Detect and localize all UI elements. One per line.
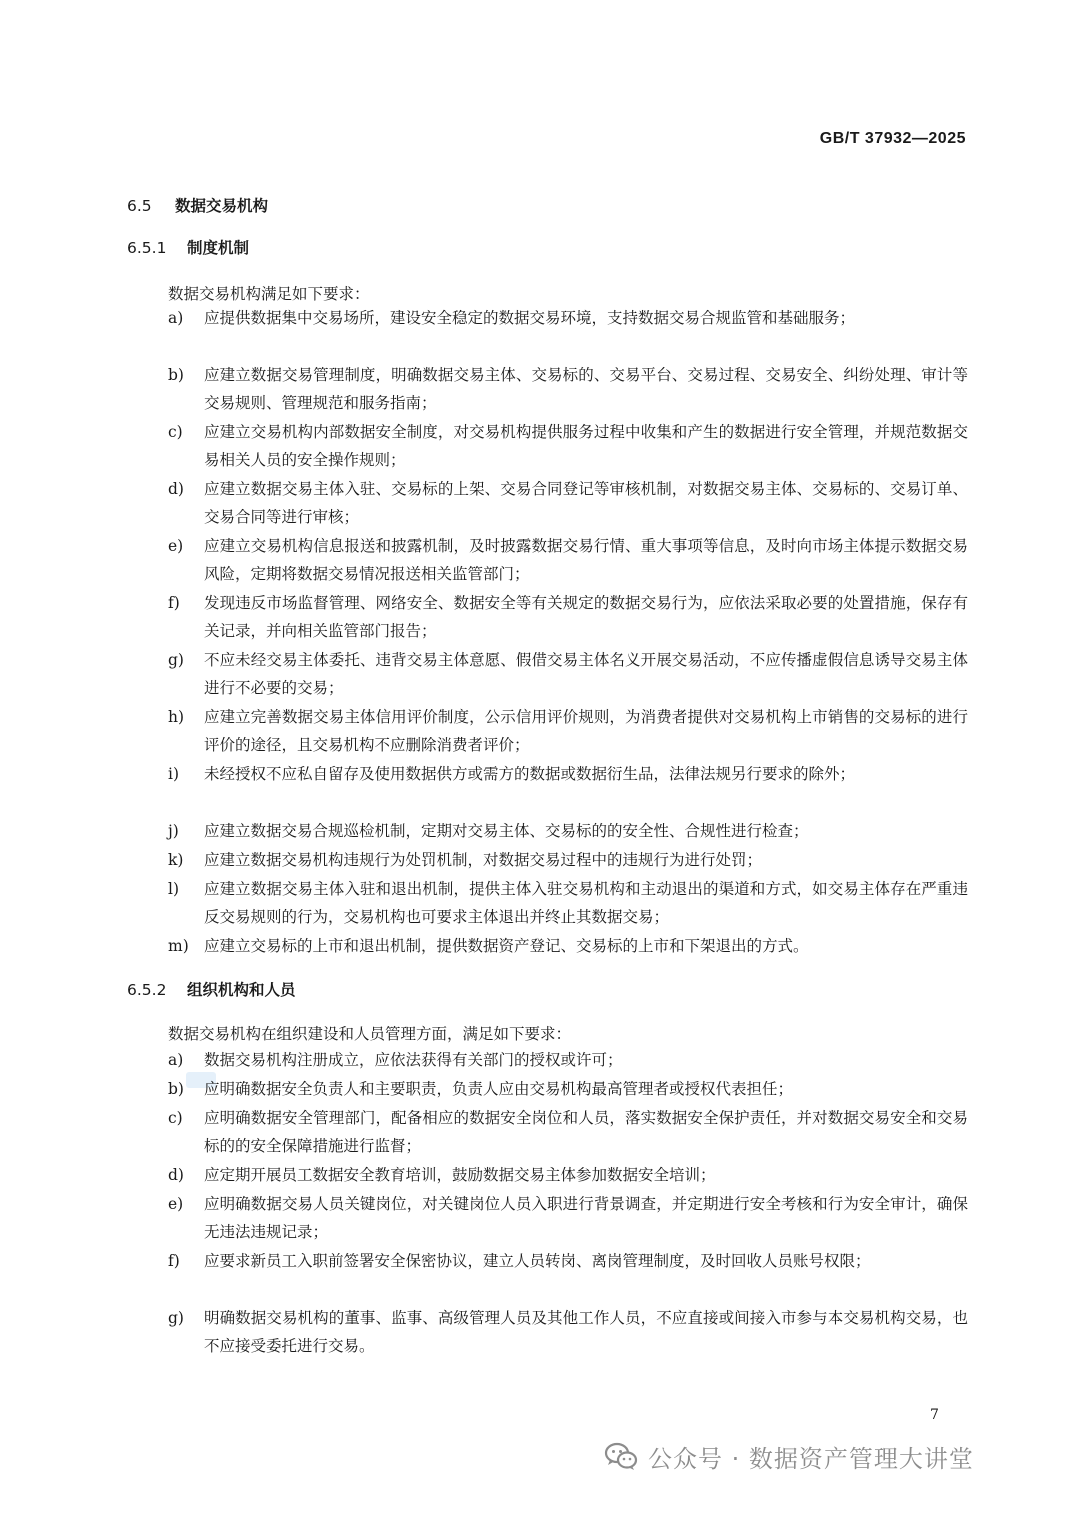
list-marker: d)	[168, 480, 184, 498]
list-marker: c)	[168, 1109, 183, 1127]
list-marker: k)	[168, 851, 184, 869]
list-marker: d)	[168, 1166, 184, 1184]
list-item	[168, 1075, 968, 1103]
list-item	[168, 1190, 968, 1246]
lead-paragraph: 数据交易机构在组织建设和人员管理方面，满足如下要求：	[168, 1025, 572, 1043]
list-item	[168, 932, 968, 960]
list-text: 应建立数据交易主体入驻和退出机制，提供主体入驻交易机构和主动退出的渠道和方式，如交易主体存在严重违反交易规则的行为，交易机构也可要求主体退出并终止其数据交易；	[204, 880, 968, 926]
standard-code: GB/T 37932—2025	[819, 130, 966, 147]
list-text: 应提供数据集中交易场所，建设安全稳定的数据交易环境，支持数据交易合规监管和基础服务；	[204, 309, 856, 327]
list-text: 应要求新员工入职前签署安全保密协议，建立人员转岗、离岗管理制度，及时回收人员账号权限；	[204, 1252, 871, 1270]
list-marker: f)	[168, 1252, 180, 1270]
list-text: 应建立数据交易主体入驻、交易标的上架、交易合同登记等审核机制，对数据交易主体、交易标的、交易订单、交易合同等进行审核；	[204, 480, 968, 526]
list-text: 应定期开展员工数据安全教育培训，鼓励数据交易主体参加数据安全培训；	[204, 1166, 716, 1184]
list-text: 不应未经交易主体委托、违背交易主体意愿、假借交易主体名义开展交易活动，不应传播虚假信息诱导交易主体进行不必要的交易；	[204, 651, 968, 697]
list-text: 应建立数据交易机构违规行为处罚机制，对数据交易过程中的违规行为进行处罚；	[204, 851, 763, 869]
list-item	[168, 846, 968, 874]
list-marker: a)	[168, 1051, 184, 1069]
list-text: 应建立交易标的上市和退出机制，提供数据资产登记、交易标的上市和下架退出的方式。	[204, 937, 809, 955]
heading-number: 6.5.2	[127, 981, 167, 999]
list-item	[168, 760, 968, 788]
list-text: 应建立完善数据交易主体信用评价制度，公示信用评价规则，为消费者提供对交易机构上市销售的交易标的进行评价的途径，且交易机构不应删除消费者评价；	[204, 708, 968, 754]
list-marker: m)	[168, 937, 189, 955]
list-marker: e)	[168, 537, 184, 555]
list-marker: c)	[168, 423, 183, 441]
list-text: 应明确数据安全管理部门，配备相应的数据安全岗位和人员，落实数据安全保护责任，并对数据交易安全和交易标的的安全保障措施进行监督；	[204, 1109, 968, 1155]
list-marker: i)	[168, 765, 180, 783]
heading-number: 6.5	[127, 197, 152, 215]
list-item	[168, 875, 968, 931]
watermark-text: 公众号 · 数据资产管理大讲堂	[648, 1444, 974, 1473]
list-item	[168, 532, 968, 588]
list-marker: l)	[168, 880, 180, 898]
list-item	[168, 646, 968, 702]
heading-6-5	[127, 194, 268, 216]
list-item	[168, 1247, 968, 1275]
list-item	[168, 418, 968, 474]
list-text: 应明确数据安全负责人和主要职责，负责人应由交易机构最高管理者或授权代表担任；	[204, 1080, 794, 1098]
list-marker: g)	[168, 651, 184, 669]
list-text: 应建立数据交易合规巡检机制，定期对交易主体、交易标的的安全性、合规性进行检查；	[204, 822, 809, 840]
heading-6-5-2	[127, 978, 296, 1000]
list-text: 应明确数据交易人员关键岗位，对关键岗位人员入职进行背景调查，并定期进行安全考核和行为安全审计，确保无违法违规记录；	[204, 1195, 968, 1241]
list-item	[168, 817, 968, 845]
list-marker: j)	[168, 822, 179, 840]
list-marker: b)	[168, 1080, 184, 1098]
list-item	[168, 589, 968, 645]
list-text: 数据交易机构注册成立，应依法获得有关部门的授权或许可；	[204, 1051, 623, 1069]
list-item	[168, 1304, 968, 1360]
list-marker: f)	[168, 594, 180, 612]
watermark	[604, 1434, 974, 1478]
list-marker: b)	[168, 366, 184, 384]
list-text: 发现违反市场监督管理、网络安全、数据安全等有关规定的数据交易行为，应依法采取必要的处置措施，保存有关记录，并向相关监管部门报告；	[204, 594, 968, 640]
list-item	[168, 304, 968, 332]
heading-title: 制度机制	[187, 239, 250, 257]
heading-6-5-1	[127, 236, 249, 258]
heading-title: 组织机构和人员	[187, 981, 296, 999]
list-item	[168, 1161, 968, 1189]
list-marker: a)	[168, 309, 184, 327]
list-text: 应建立交易机构内部数据安全制度，对交易机构提供服务过程中收集和产生的数据进行安全管理，并规范数据交易相关人员的安全操作规则；	[204, 423, 968, 469]
list-item	[168, 475, 968, 531]
list-item	[168, 1104, 968, 1160]
list-item	[168, 361, 968, 417]
list-text: 明确数据交易机构的董事、监事、高级管理人员及其他工作人员，不应直接或间接入市参与本交易机构交易，也不应接受委托进行交易。	[204, 1309, 968, 1355]
list-text: 应建立数据交易管理制度，明确数据交易主体、交易标的、交易平台、交易过程、交易安全、纠纷处理、审计等交易规则、管理规范和服务指南；	[204, 366, 968, 412]
list-marker: e)	[168, 1195, 184, 1213]
list-text: 应建立交易机构信息报送和披露机制，及时披露数据交易行情、重大事项等信息，及时向市场主体提示数据交易风险，定期将数据交易情况报送相关监管部门；	[204, 537, 968, 583]
wechat-icon	[604, 1441, 638, 1471]
list-text: 未经授权不应私自留存及使用数据供方或需方的数据或数据衍生品，法律法规另行要求的除外；	[204, 765, 856, 783]
list-item	[168, 703, 968, 759]
heading-number: 6.5.1	[127, 239, 167, 257]
heading-title: 数据交易机构	[175, 197, 269, 215]
list-marker: h)	[168, 708, 185, 726]
page-number: 7	[930, 1407, 939, 1423]
lead-paragraph: 数据交易机构满足如下要求：	[168, 285, 370, 303]
list-item	[168, 1046, 968, 1074]
list-marker: g)	[168, 1309, 184, 1327]
